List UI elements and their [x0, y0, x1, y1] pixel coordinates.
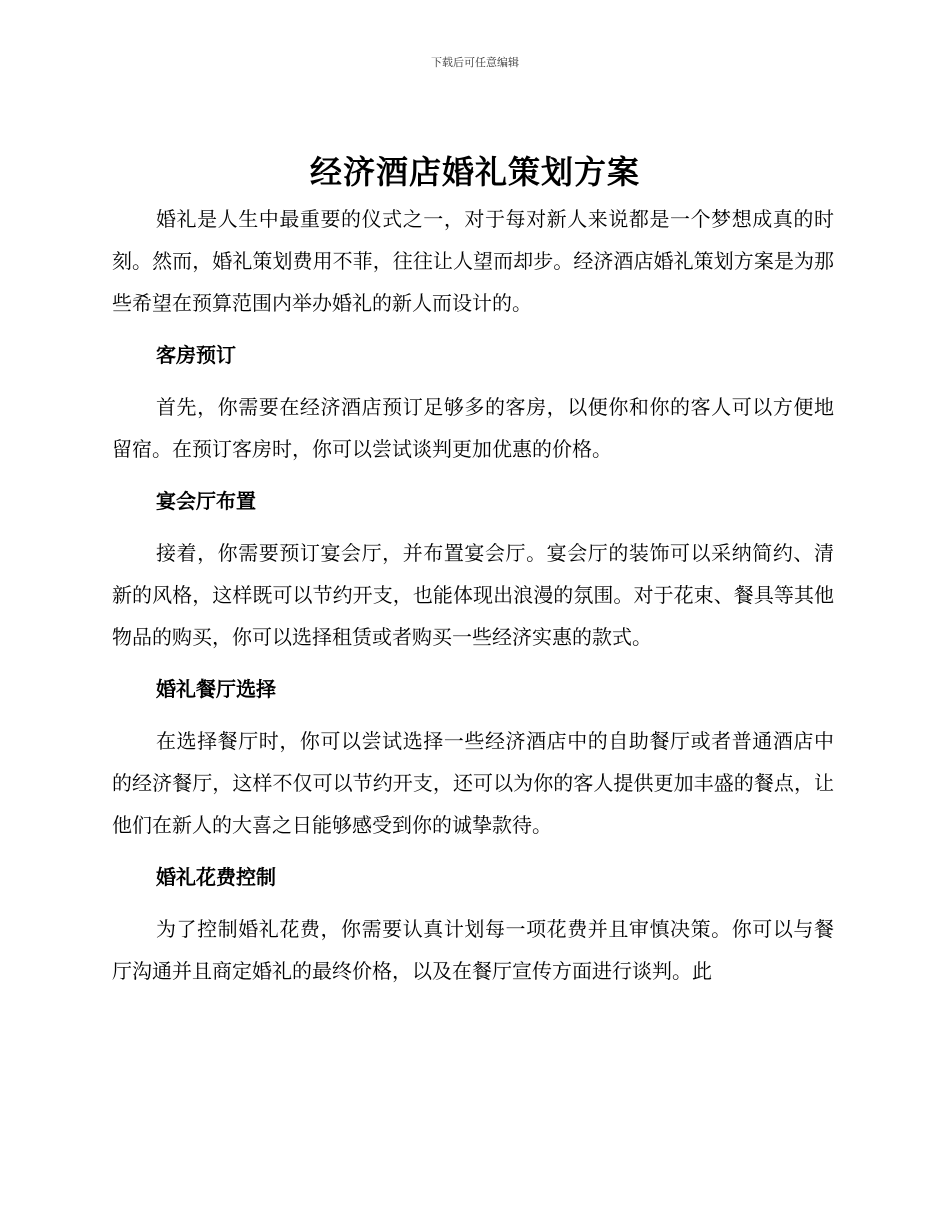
section-cost-control	[112, 856, 834, 992]
document-title: 经济酒店婚礼策划方案	[309, 153, 640, 191]
section-banquet-hall	[112, 480, 834, 658]
page-header-note: 下载后可任意编辑	[431, 56, 519, 69]
section-paragraph: 为了控制婚礼花费，你需要认真计划每一项花费并且审慎决策。你可以与餐厅沟通并且商定婚礼的最终价格，以及在餐厅宣传方面进行谈判。此	[112, 917, 834, 983]
intro-paragraph: 婚礼是人生中最重要的仪式之一，对于每对新人来说都是一个梦想成真的时刻。然而，婚礼策划费用不菲，往往让人望而却步。经济酒店婚礼策划方案是为那些希望在预算范围内举办婚礼的新人而设计的。	[112, 207, 834, 315]
section-heading: 宴会厅布置	[156, 489, 256, 513]
section-paragraph: 首先，你需要在经济酒店预订足够多的客房，以便你和你的客人可以方便地留宿。在预订客房时，你可以尝试谈判更加优惠的价格。	[112, 395, 834, 461]
section-paragraph: 在选择餐厅时，你可以尝试选择一些经济酒店中的自助餐厅或者普通酒店中的经济餐厅，这样不仅可以节约开支，还可以为你的客人提供更加丰盛的餐点，让他们在新人的大喜之日能够感受到你的诚挚款待。	[112, 729, 834, 837]
document-body	[112, 198, 834, 992]
section-room-booking	[112, 334, 834, 470]
section-heading: 客房预订	[156, 343, 236, 367]
section-paragraph: 接着，你需要预订宴会厅，并布置宴会厅。宴会厅的装饰可以采纳简约、清新的风格，这样既可以节约开支，也能体现出浪漫的氛围。对于花束、餐具等其他物品的购买，你可以选择租赁或者购买一些经济实惠的款式。	[112, 541, 834, 649]
section-heading: 婚礼餐厅选择	[156, 677, 276, 701]
section-restaurant-choice	[112, 668, 834, 846]
section-heading: 婚礼花费控制	[156, 865, 276, 889]
